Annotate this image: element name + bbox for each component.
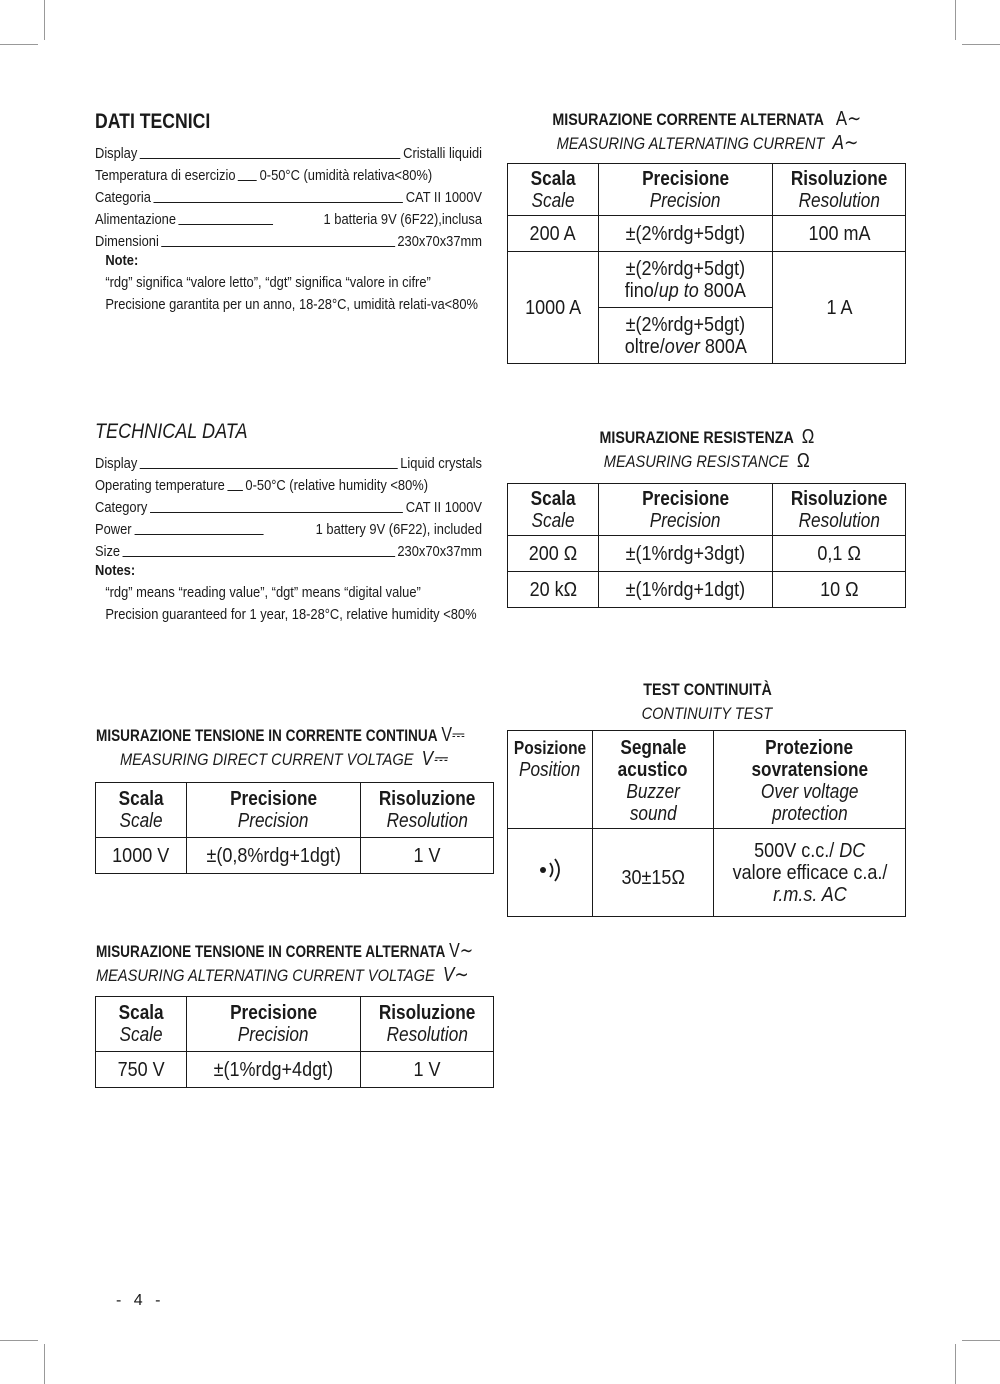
header-cell: Posizione Position — [508, 731, 593, 829]
crop-mark — [962, 1340, 1000, 1341]
table-row: 200 Ω ±(1%rdg+3dgt) 0,1 Ω — [508, 536, 906, 572]
table-row: 1000 V ±(0,8%rdg+1dgt) 1 V — [96, 838, 494, 874]
spec-row: Operating temperature 0-50°C (relative humidity <80%) — [95, 477, 429, 494]
header-cell: Risoluzione Resolution — [361, 783, 494, 838]
notes-title: Note: — [105, 252, 139, 269]
header-cell: Scala Scale — [96, 783, 187, 838]
ac-current-table — [507, 163, 906, 364]
table-row: 1000 A ±(2%rdg+5dgt) fino/up to 800A 1 A — [508, 252, 906, 308]
heading-it: MISURAZIONE CORRENTE ALTERNATA A∼ — [552, 108, 862, 130]
ac-voltage-table — [95, 996, 494, 1088]
spec-row: Display Liquid crystals — [95, 455, 482, 472]
spec-row: Display Cristalli liquidi — [95, 145, 482, 162]
ohm-symbol: Ω — [801, 426, 815, 448]
crop-mark — [955, 1344, 956, 1384]
crop-mark — [0, 1340, 38, 1341]
header-cell: Scala Scale — [96, 997, 187, 1052]
ac-symbol: A∼ — [836, 108, 862, 130]
spec-row: Size 230x70x37mm — [95, 543, 482, 560]
header-cell: Precisione Precision — [187, 997, 361, 1052]
header-cell: Precisione Precision — [187, 783, 361, 838]
crop-mark — [0, 44, 38, 45]
spec-row: Temperatura di esercizio 0-50°C (umidità relativa<80%) — [95, 167, 433, 184]
heading-it: MISURAZIONE TENSIONE IN CORRENTE ALTERNATA V∼ — [96, 940, 474, 962]
spec-row: Alimentazione 1 batteria 9V (6F22),inclusa — [95, 211, 482, 228]
note: “rdg” means “reading value”, “dgt” means “digital value” — [105, 584, 421, 601]
spec-list — [95, 450, 482, 626]
ac-symbol: A∼ — [832, 132, 858, 154]
header-cell: Precisione Precision — [599, 484, 773, 536]
note: Precisione garantita per un anno, 18-28°C, umidità relati-va<80% — [105, 296, 478, 313]
ac-voltage-heading — [96, 938, 496, 988]
spec-row: Category CAT II 1000V — [95, 499, 482, 516]
continuity-heading — [507, 680, 907, 730]
notes-title: Notes: — [95, 562, 136, 579]
header-cell: Scala Scale — [508, 484, 599, 536]
crop-mark — [44, 1344, 45, 1384]
resistance-table — [507, 483, 906, 608]
heading-en: CONTINUITY TEST — [641, 704, 773, 723]
heading-en: MEASURING ALTERNATING CURRENT VOLTAGE V∼ — [96, 964, 469, 986]
heading-it: MISURAZIONE TENSIONE IN CORRENTE CONTINUA V⎓ — [96, 724, 465, 746]
table-row: 750 V ±(1%rdg+4dgt) 1 V — [96, 1052, 494, 1088]
header-cell: Scala Scale — [508, 164, 599, 216]
continuity-table — [507, 730, 906, 917]
note: “rdg” significa “valore letto”, “dgt” significa “valore in cifre” — [105, 274, 431, 291]
heading-it: MISURAZIONE RESISTENZA Ω — [599, 426, 815, 448]
header-cell: Risoluzione Resolution — [773, 484, 906, 536]
crop-mark — [962, 44, 1000, 45]
spec-list — [95, 140, 482, 316]
table-row: ±(2%rdg+5dgt) oltre/over 800A — [508, 308, 906, 364]
buzzer-icon — [533, 855, 567, 885]
table-row: 20 kΩ ±(1%rdg+1dgt) 10 Ω — [508, 572, 906, 608]
dc-symbol: V⎓ — [421, 748, 447, 770]
crop-mark — [44, 0, 45, 40]
dati-tecnici-section — [95, 110, 545, 316]
crop-mark — [955, 0, 956, 40]
table-row: 200 A ±(2%rdg+5dgt) 100 mA — [508, 216, 906, 252]
resistance-heading — [507, 426, 907, 476]
section-title: TECHNICAL DATA — [95, 420, 248, 443]
note: Precision guaranteed for 1 year, 18-28°C, relative humidity <80% — [105, 606, 477, 623]
ohm-symbol: Ω — [797, 450, 810, 472]
section-title: DATI TECNICI — [95, 110, 211, 133]
ac-current-heading — [507, 106, 907, 156]
ac-symbol: V∼ — [449, 940, 474, 962]
spec-row: Categoria CAT II 1000V — [95, 189, 482, 206]
heading-en: MEASURING DIRECT CURRENT VOLTAGE V⎓ — [120, 748, 447, 770]
technical-data-section — [95, 420, 545, 626]
heading-it: TEST CONTINUITÀ — [642, 680, 772, 699]
spec-row: Dimensioni 230x70x37mm — [95, 233, 482, 250]
spec-row: Power 1 battery 9V (6F22), included — [95, 521, 482, 538]
heading-en: MEASURING RESISTANCE Ω — [604, 450, 810, 472]
dc-voltage-table — [95, 782, 494, 874]
table-row: 30±15Ω 500V c.c./ DC valore efficace c.a./ r.m.s. AC — [508, 829, 906, 917]
ac-symbol: V∼ — [442, 964, 469, 986]
header-cell: Precisione Precision — [599, 164, 773, 216]
dc-voltage-heading — [96, 724, 496, 774]
header-cell: Risoluzione Resolution — [773, 164, 906, 216]
header-cell: Segnale acustico Buzzer sound — [593, 731, 714, 829]
header-cell: Risoluzione Resolution — [361, 997, 494, 1052]
heading-en: MEASURING ALTERNATING CURRENT A∼ — [556, 132, 858, 154]
position-cell — [508, 829, 593, 917]
header-cell: Protezione sovratensione Over voltage protection — [714, 731, 906, 829]
dc-symbol: V⎓ — [441, 724, 465, 746]
page-number: - 4 - — [116, 1292, 165, 1309]
